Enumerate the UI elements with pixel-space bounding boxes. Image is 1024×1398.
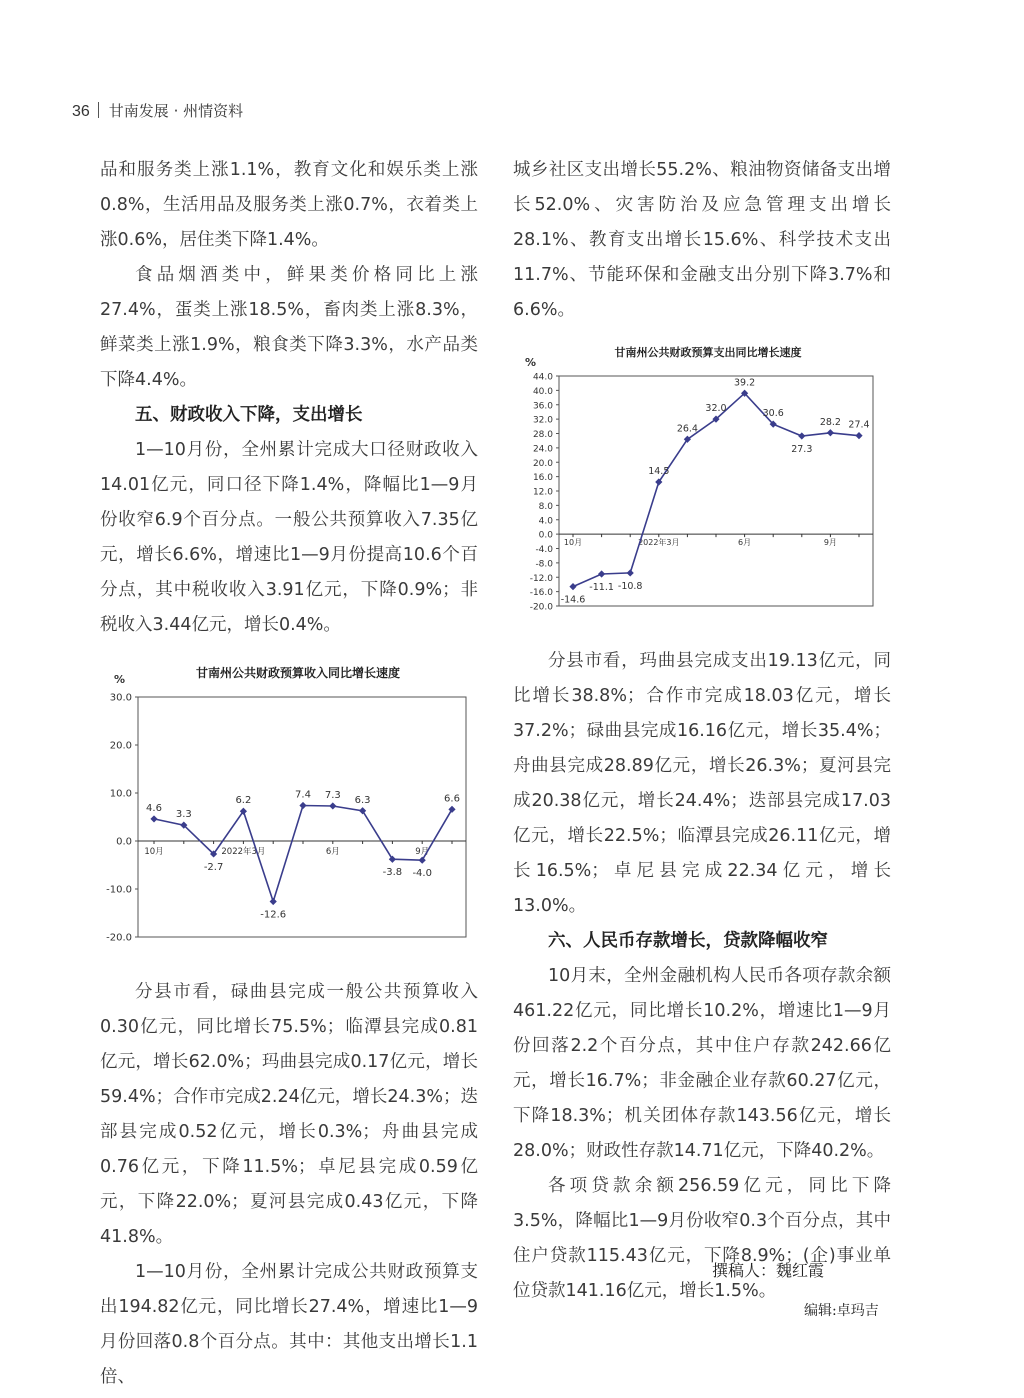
x-tick-label: 2022年3月 <box>638 538 680 548</box>
data-point <box>299 802 306 809</box>
y-tick-label: -12.0 <box>529 573 553 584</box>
data-label: 3.3 <box>175 809 192 821</box>
y-tick-label: 24.0 <box>532 444 553 455</box>
data-label: -11.1 <box>589 582 614 594</box>
editor-credit: 编辑:卓玛吉 <box>804 1303 879 1319</box>
data-point <box>598 570 605 577</box>
y-tick-label: 28.0 <box>532 430 553 440</box>
left-column <box>100 153 478 1395</box>
paragraph: 城乡社区支出增长55.2%、粮油物资储备支出增长52.0%、灾害防治及应急管理支出增长28.1%、教育支出增长15.6%、科学技术支出11.7%、节能环保和金融支出分别下降3.7%和6.6%。 <box>513 160 891 320</box>
data-point <box>569 583 576 590</box>
section-heading: 六、人民币存款增长，贷款降幅收窄 <box>548 931 828 951</box>
data-label: 4.6 <box>146 802 162 814</box>
data-label: -14.6 <box>560 594 586 606</box>
data-label: 27.3 <box>791 444 813 456</box>
data-label: -4.0 <box>412 868 432 880</box>
y-tick-label: -20.0 <box>529 602 553 613</box>
data-point <box>827 429 834 436</box>
paragraph: 分县市看，玛曲县完成支出19.13亿元，同比增长38.8%；合作市完成18.03亿元，增长37.2%；碌曲县完成16.16亿元，增长35.4%；舟曲县完成28.89亿元，增长26.3%；夏河县完成20.38亿元，增长24.4%；迭部县完成17.03亿元，增长22.5%；临潭县完成26.11亿元，增长16.5%；卓尼县完成22.34亿元，增长13.0%。 <box>513 651 891 916</box>
y-tick-label: -20.0 <box>106 932 132 944</box>
data-point <box>150 815 157 822</box>
data-label: 7.4 <box>295 789 311 801</box>
data-point <box>419 857 426 864</box>
y-tick-label: 16.0 <box>532 473 553 484</box>
paragraph: 1—10月份，全州累计完成大口径财政收入14.01亿元，同口径下降1.4%，降幅比1—9月份收窄6.9个百分点。一般公共预算收入7.35亿元，增长6.6%，增速比1—9月份提高10.6个百分点，其中税收收入3.91亿元，下降0.9%；非税收入3.44亿元，增长0.4%。 <box>100 440 478 635</box>
author-credit: 撰稿人：魏红霞 <box>712 1261 825 1280</box>
paragraph: 10月末，全州金融机构人民币各项存款余额461.22亿元，同比增长10.2%，增速比1—9月份回落2.2个百分点，其中住户存款242.66亿元，增长16.7%；非金融企业存款60.27亿元，下降18.3%；机关团体存款143.56亿元，增长28.0%；财政性存款14.71亿元，下降40.2%。 <box>513 966 891 1161</box>
y-tick-label: 4.0 <box>538 516 553 527</box>
y-axis-unit: % <box>525 356 537 369</box>
x-tick-label: 9月 <box>415 847 430 857</box>
y-tick-label: 36.0 <box>532 401 553 412</box>
revenue-growth-chart <box>100 659 478 959</box>
data-label: -10.8 <box>617 580 643 592</box>
data-label: 32.0 <box>705 403 727 415</box>
x-tick-label: 6月 <box>325 847 340 857</box>
expenditure-growth-chart <box>513 340 891 630</box>
data-point <box>798 432 805 439</box>
right-column <box>513 153 891 1309</box>
data-point <box>329 802 336 809</box>
y-tick-label: 44.0 <box>532 372 553 383</box>
y-tick-label: 8.0 <box>538 501 553 512</box>
data-label: 30.6 <box>762 408 784 420</box>
data-point <box>270 898 277 905</box>
data-point <box>855 432 862 439</box>
data-label: 6.2 <box>235 795 252 807</box>
y-tick-label: 20.0 <box>109 740 132 752</box>
y-tick-label: -4.0 <box>535 545 553 555</box>
data-label: 14.5 <box>648 466 670 478</box>
data-label: 6.6 <box>444 793 460 805</box>
y-tick-label: 30.0 <box>109 692 132 704</box>
chart-title: 甘南州公共财政预算收入同比增长速度 <box>195 666 401 680</box>
y-tick-label: -8.0 <box>535 559 553 570</box>
data-label: 7.3 <box>324 789 341 801</box>
x-tick-label: 6月 <box>738 538 752 548</box>
data-label: 6.3 <box>354 794 371 806</box>
data-point <box>389 856 396 863</box>
y-tick-label: -10.0 <box>106 884 132 896</box>
data-label: -2.7 <box>203 861 224 873</box>
y-tick-label: 0.0 <box>116 836 132 848</box>
x-tick-label: 9月 <box>823 538 837 548</box>
y-tick-label: 0.0 <box>538 530 553 541</box>
data-label: 39.2 <box>734 377 756 389</box>
y-tick-label: 12.0 <box>532 487 553 498</box>
paragraph: 各项贷款余额256.59亿元，同比下降3.5%，降幅比1—9月份收窄0.3个百分点，其中住户贷款115.43亿元，下降8.9%；(企)事业单位贷款141.16亿元，增长1.5%。 <box>513 1176 891 1301</box>
data-label: 26.4 <box>676 423 698 435</box>
page-number: 36 <box>72 103 90 120</box>
y-tick-label: 32.0 <box>532 415 553 426</box>
y-tick-label: -16.0 <box>529 588 553 599</box>
x-tick-label: 10月 <box>144 847 164 857</box>
x-tick-label: 10月 <box>563 538 583 548</box>
paragraph: 品和服务类上涨1.1%，教育文化和娱乐类上涨0.8%，生活用品及服务类上涨0.7%，衣着类上涨0.6%，居住类下降1.4%。 <box>100 160 478 250</box>
paragraph: 食品烟酒类中，鲜果类价格同比上涨27.4%，蛋类上涨18.5%，畜肉类上涨8.3%，鲜菜类上涨1.9%，粮食类下降3.3%，水产品类下降4.4%。 <box>100 265 478 390</box>
chart-title: 甘南州公共财政预算支出同比增长速度 <box>614 346 802 359</box>
data-point <box>359 807 366 814</box>
page-header <box>72 100 243 121</box>
series-line <box>154 806 452 902</box>
paragraph: 分县市看，碌曲县完成一般公共预算收入0.30亿元，同比增长75.5%；临潭县完成0.81亿元，增长62.0%；玛曲县完成0.17亿元，增长59.4%；合作市完成2.24亿元，增长24.3%；迭部县完成0.52亿元，增长0.3%；舟曲县完成0.76亿元，下降11.5%；卓尼县完成0.59亿元，下降22.0%；夏河县完成0.43亿元，下降41.8%。 <box>100 982 478 1247</box>
y-tick-label: 10.0 <box>109 788 132 800</box>
data-point <box>448 806 455 813</box>
y-axis-unit: % <box>114 673 126 686</box>
data-label: -3.8 <box>382 867 403 879</box>
paragraph: 1—10月份，全州累计完成公共财政预算支出194.82亿元，同比增长27.4%，增速比1—9月份回落0.8个百分点。其中：其他支出增长1.1倍、 <box>100 1262 478 1387</box>
publication-title: 甘南发展 · 州情资料 <box>108 102 244 120</box>
data-label: 28.2 <box>819 416 841 428</box>
x-tick-label: 2022年3月 <box>221 847 266 857</box>
y-tick-label: 20.0 <box>532 458 553 469</box>
y-tick-label: 40.0 <box>532 386 553 397</box>
data-label: 27.4 <box>848 419 870 431</box>
data-label: -12.6 <box>260 909 287 921</box>
section-heading: 五、财政收入下降，支出增长 <box>135 405 363 425</box>
header-divider <box>98 102 99 118</box>
data-point <box>627 569 634 576</box>
